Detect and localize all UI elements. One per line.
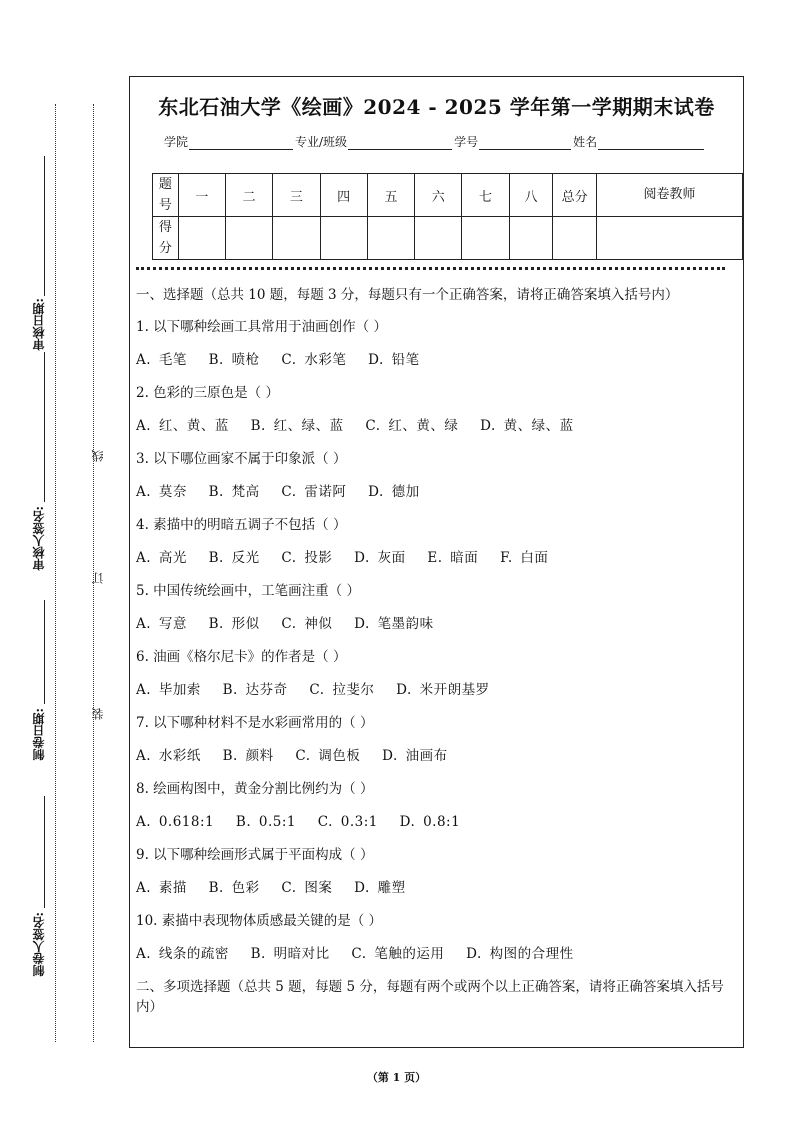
score-header-cell: 总分: [553, 174, 597, 217]
score-table: [152, 173, 743, 260]
binding-char-zhuang: 装: [91, 708, 105, 720]
question: 3. 以下哪位画家不属于印象派（ ）: [136, 451, 347, 467]
question: 1. 以下哪种绘画工具常用于油画创作（ ）: [136, 319, 387, 335]
score-table-score-row: [153, 217, 743, 260]
question: 8. 绘画构图中，黄金分割比例约为（ ）: [136, 781, 374, 797]
binding-dotted-line-outer: [55, 104, 56, 1042]
question: 5. 中国传统绘画中，工笔画注重（ ）: [136, 583, 360, 599]
score-cell[interactable]: [320, 217, 367, 260]
score-cell[interactable]: [367, 217, 414, 260]
question: 7. 以下哪种材料不是水彩画常用的（ ）: [136, 715, 374, 731]
question: 10. 素描中表现物体质感最关键的是（ ）: [136, 913, 383, 929]
score-table-header-row: [153, 174, 743, 217]
maker-sign-label: 制卷人签名:: [32, 912, 46, 977]
score-cell[interactable]: [462, 217, 509, 260]
question-options: A. 毛笔 B. 喷枪 C. 水彩笔 D. 铅笔: [136, 352, 420, 368]
score-cell[interactable]: [273, 217, 320, 260]
question-options: A. 水彩纸 B. 颜料 C. 调色板 D. 油画布: [136, 748, 448, 764]
score-cell[interactable]: [415, 217, 462, 260]
score-header-cell: 五: [367, 174, 414, 217]
score-header-cell: 四: [320, 174, 367, 217]
maker-date-line: [44, 600, 45, 704]
maker-sign-line: [44, 796, 45, 908]
major-class-field[interactable]: [348, 135, 452, 150]
student-info-row: [164, 133, 706, 150]
page-number: （第 1 页）: [366, 1071, 427, 1084]
question-options: A. 高光 B. 反光 C. 投影 D. 灰面 E. 暗面 F. 白面: [136, 550, 549, 566]
score-header-cell: 六: [415, 174, 462, 217]
name-label: 姓名: [573, 135, 598, 149]
exam-title: 东北石油大学《绘画》2024 - 2025 学年第一学期期末试卷: [158, 95, 715, 119]
section-2-heading: 二、多项选择题（总共 5 题，每题 5 分，每题有两个或两个以上正确答案，请将正确答案填入括号内）: [136, 979, 724, 1015]
student-id-field[interactable]: [479, 135, 571, 150]
binding-char-ding: 订: [91, 572, 105, 584]
question: 4. 素描中的明暗五调子不包括（ ）: [136, 517, 347, 533]
question-options: A. 0.618:1 B. 0.5:1 C. 0.3:1 D. 0.8:1: [136, 814, 461, 830]
question-options: A. 素描 B. 色彩 C. 图案 D. 雕塑: [136, 880, 406, 896]
section-divider: [136, 267, 725, 270]
score-cell[interactable]: [553, 217, 597, 260]
score-cell[interactable]: [225, 217, 272, 260]
exam-frame: [129, 76, 744, 1048]
college-field[interactable]: [189, 135, 293, 150]
question: 6. 油画《格尔尼卡》的作者是（ ）: [136, 649, 347, 665]
score-cell[interactable]: [509, 217, 553, 260]
reviewer-date-label: 审核日期:: [32, 298, 46, 351]
question: 2. 色彩的三原色是（ ）: [136, 385, 279, 401]
score-header-cell: 七: [462, 174, 509, 217]
question-options: A. 毕加索 B. 达芬奇 C. 拉斐尔 D. 米开朗基罗: [136, 682, 490, 698]
question-options: A. 线条的疏密 B. 明暗对比 C. 笔触的运用 D. 构图的合理性: [136, 946, 574, 962]
college-label: 学院: [164, 135, 189, 149]
score-header-cell: 一: [178, 174, 225, 217]
exam-body: [136, 285, 741, 1017]
reviewer-sign-line: [44, 352, 45, 502]
maker-date-label: 制卷日期:: [32, 708, 46, 761]
question-options: A. 红、黄、蓝 B. 红、绿、蓝 C. 红、黄、绿 D. 黄、绿、蓝: [136, 418, 574, 434]
binding-char-line: 线: [91, 450, 105, 462]
score-row-label: 得分: [153, 217, 179, 260]
major-class-label: 专业/班级: [295, 135, 348, 149]
question: 9. 以下哪种绘画形式属于平面构成（ ）: [136, 847, 374, 863]
question-options: A. 莫奈 B. 梵高 C. 雷诺阿 D. 德加: [136, 484, 420, 500]
score-header-cell: 阅卷教师: [597, 174, 743, 217]
score-cell[interactable]: [597, 217, 743, 260]
question-options: A. 写意 B. 形似 C. 神似 D. 笔墨韵味: [136, 616, 434, 632]
score-header-cell: 二: [225, 174, 272, 217]
score-cell[interactable]: [178, 217, 225, 260]
student-id-label: 学号: [454, 135, 479, 149]
reviewer-date-line: [44, 156, 45, 296]
section-1-heading: 一、选择题（总共 10 题，每题 3 分，每题只有一个正确答案，请将正确答案填入括号内）: [136, 287, 679, 303]
score-header-cell: 题号: [153, 174, 179, 217]
name-field[interactable]: [598, 135, 704, 150]
score-header-cell: 八: [509, 174, 553, 217]
reviewer-sign-label: 审核人签名:: [32, 506, 46, 571]
score-header-cell: 三: [273, 174, 320, 217]
